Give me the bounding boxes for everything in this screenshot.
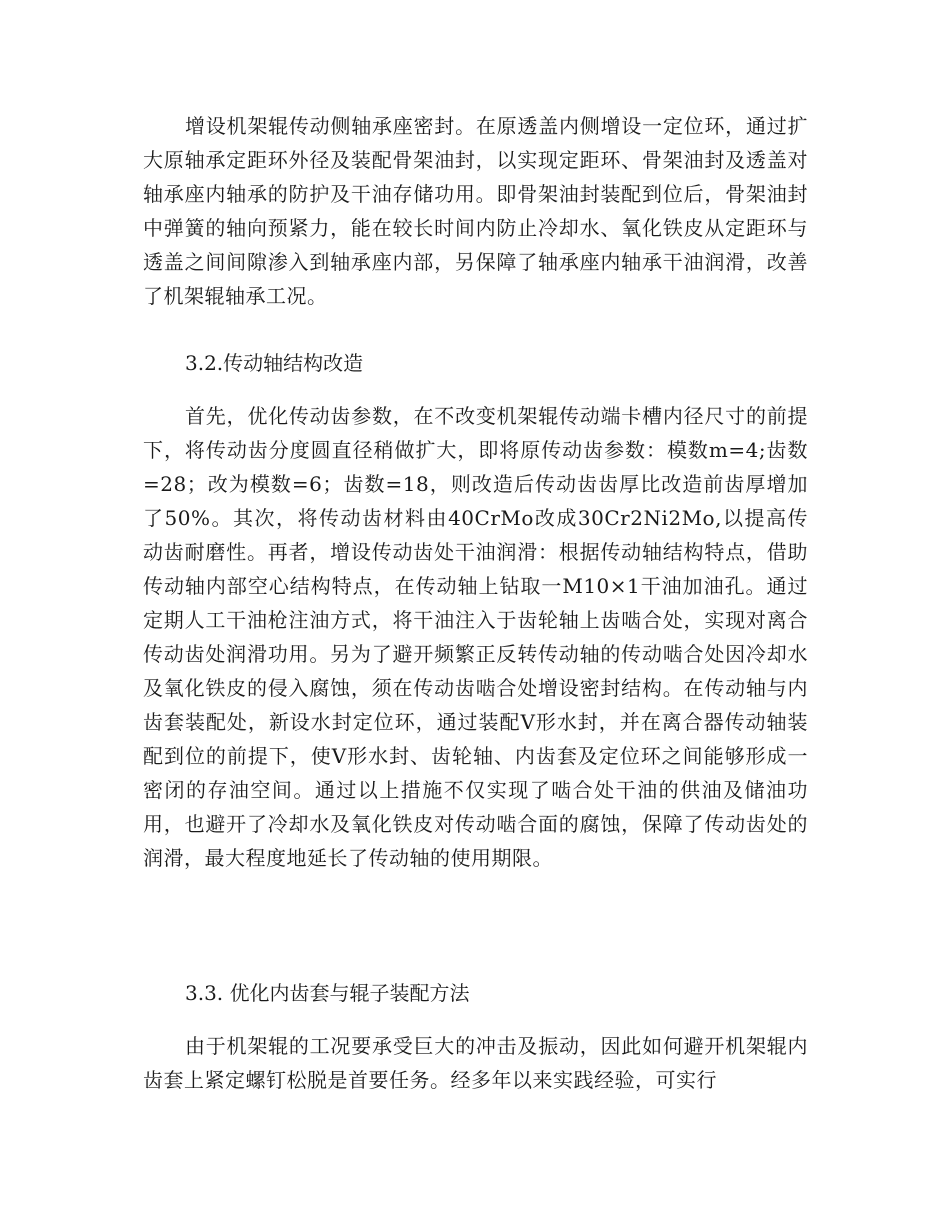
section-heading-3-2: 3.2.传动轴结构改造 — [185, 351, 364, 375]
paragraph-drive-shaft: 首先，优化传动齿参数，在不改变机架辊传动端卡槽内径尺寸的前提下，将传动齿分度圆直径稍做扩大，即将原传动齿参数：模数m=4;齿数=28；改为模数=6；齿数=18，则改造后传动齿齿厚比改造前齿厚增加了50%。其次，将传动齿材料由40CrMo改成30Cr2Ni2Mo,以提高传动齿耐磨性。再者，增设传动齿处干油润滑：根据传动轴结构特点，借助传动轴内部空心结构特点，在传动轴上钻取一M10×1干油加油孔。通过定期人工干油枪注油方式，将干油注入于齿轮轴上齿啮合处，实现对离合传动齿处润滑功用。另为了避开频繁正反转传动轴的传动啮合处因冷却水及氧化铁皮的侵入腐蚀，须在传动齿啮合处增设密封结构。在传动轴与内齿套装配处，新设水封定位环，通过装配V形水封，并在离合器传动轴装配到位的前提下，使V形水封、齿轮轴、内齿套及定位环之间能够形成一密闭的存油空间。通过以上措施不仅实现了啮合处干油的供油及储油功用，也避开了冷却水及氧化铁皮对传动啮合面的腐蚀，保障了传动齿处的润滑，最大程度地延长了传动轴的使用期限。 — [143, 404, 808, 870]
paragraph-gear-sleeve: 由于机架辊的工况要承受巨大的冲击及振动，因此如何避开机架辊内齿套上紧定螺钉松脱是首要任务。经多年以来实践经验，可实行 — [143, 1034, 808, 1092]
section-heading-3-3: 3.3. 优化内齿套与辊子装配方法 — [185, 981, 470, 1005]
paragraph-bearing-seal: 增设机架辊传动侧轴承座密封。在原透盖内侧增设一定位环，通过扩大原轴承定距环外径及装配骨架油封，以实现定距环、骨架油封及透盖对轴承座内轴承的防护及干油存储功用。即骨架油封装配到位后，骨架油封中弹簧的轴向预紧力，能在较长时间内防止冷却水、氧化铁皮从定距环与透盖之间间隙渗入到轴承座内部，另保障了轴承座内轴承干油润滑，改善了机架辊轴承工况。 — [143, 114, 808, 308]
